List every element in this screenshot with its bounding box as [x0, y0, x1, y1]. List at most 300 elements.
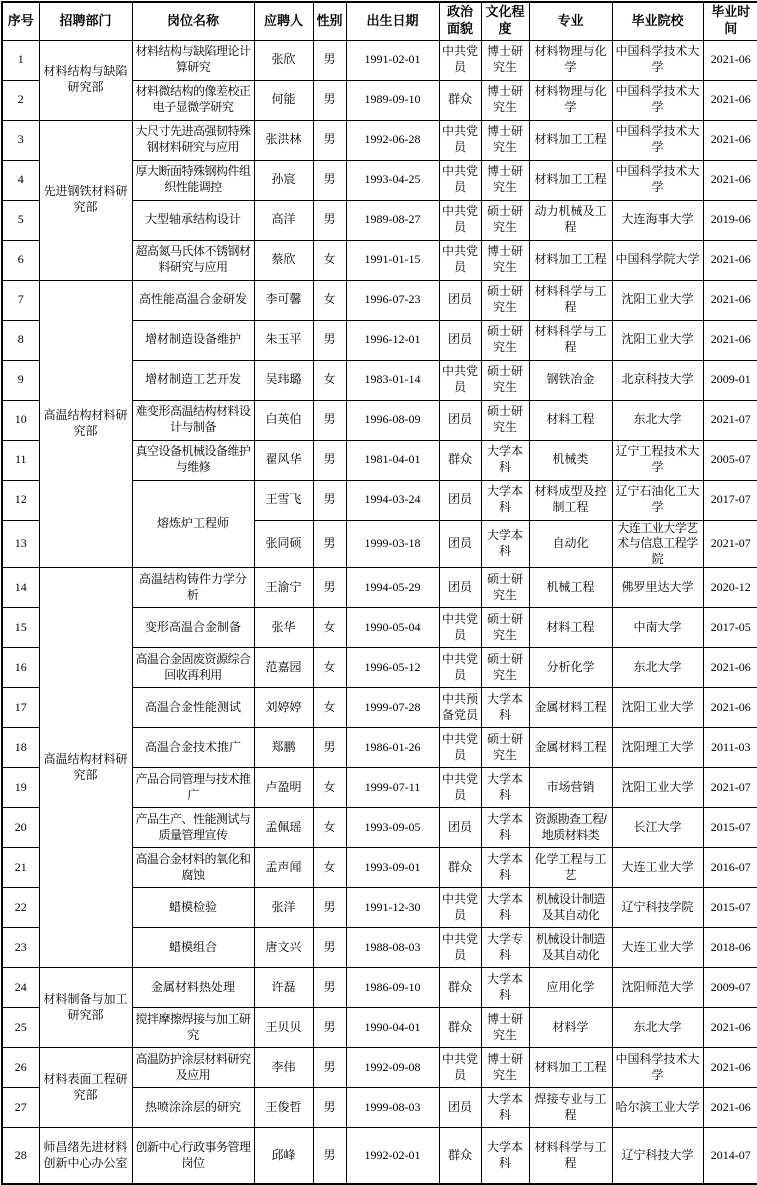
cell-political: 中共党员: [439, 200, 481, 240]
cell-dept: 高温结构材料研究部: [39, 280, 132, 568]
cell-major: 化学工程与工艺: [529, 848, 612, 888]
cell-name: 张洋: [254, 888, 313, 928]
cell-major: 材料工程: [529, 400, 612, 440]
cell-position: 超高氮马氏体不锈钢材料研究与应用: [132, 240, 254, 280]
cell-grad: 2021-06: [703, 320, 757, 360]
cell-name: 孟佩瑶: [254, 808, 313, 848]
cell-birth: 1991-01-15: [346, 240, 439, 280]
cell-no: 3: [2, 120, 39, 160]
cell-political: 中共党员: [439, 120, 481, 160]
cell-major: 材料加工工程: [529, 1048, 612, 1088]
cell-school: 大连工业大学艺术与信息工程学院: [612, 520, 703, 568]
cell-school: 中国科学技术大学: [612, 40, 703, 80]
table-row: [2, 120, 757, 160]
cell-birth: 1992-06-28: [346, 120, 439, 160]
cell-political: 群众: [439, 1008, 481, 1048]
cell-name: 吴玮璐: [254, 360, 313, 400]
cell-gender: 男: [313, 200, 346, 240]
cell-education: 博士研究生: [481, 40, 529, 80]
cell-school: 大连工业大学: [612, 848, 703, 888]
cell-birth: 1993-09-01: [346, 848, 439, 888]
header-cell-dept: 招聘部门: [39, 2, 132, 40]
cell-education: 博士研究生: [481, 1008, 529, 1048]
cell-political: 中共党员: [439, 728, 481, 768]
cell-name: 孙宸: [254, 160, 313, 200]
cell-education: 大学本科: [481, 1088, 529, 1128]
cell-grad: 2005-07: [703, 440, 757, 480]
cell-gender: 男: [313, 520, 346, 568]
cell-birth: 1996-07-23: [346, 280, 439, 320]
cell-name: 郑鹏: [254, 728, 313, 768]
cell-grad: 2021-06: [703, 688, 757, 728]
cell-position: 厚大断面特殊钢构件组织性能调控: [132, 160, 254, 200]
cell-name: 何能: [254, 80, 313, 120]
cell-birth: 1988-08-03: [346, 928, 439, 968]
cell-school: 大连工业大学: [612, 928, 703, 968]
cell-political: 团员: [439, 280, 481, 320]
cell-political: 中共党员: [439, 768, 481, 808]
cell-education: 大学本科: [481, 848, 529, 888]
cell-position: 高温合金性能测试: [132, 688, 254, 728]
cell-political: 团员: [439, 808, 481, 848]
cell-school: 大连海事大学: [612, 200, 703, 240]
cell-birth: 1986-09-10: [346, 968, 439, 1008]
cell-position: 大型轴承结构设计: [132, 200, 254, 240]
cell-grad: 2015-07: [703, 888, 757, 928]
cell-political: 中共党员: [439, 928, 481, 968]
cell-name: 张洪林: [254, 120, 313, 160]
cell-major: 金属材料工程: [529, 728, 612, 768]
cell-position: 熔炼炉工程师: [132, 480, 254, 568]
cell-education: 大学本科: [481, 968, 529, 1008]
header-cell-no: 序号: [2, 2, 39, 40]
cell-major: 材料加工工程: [529, 240, 612, 280]
cell-grad: 2020-12: [703, 568, 757, 608]
cell-position: 增材制造设备维护: [132, 320, 254, 360]
table-row: [2, 968, 757, 1008]
cell-no: 18: [2, 728, 39, 768]
cell-major: 动力机械及工程: [529, 200, 612, 240]
cell-gender: 男: [313, 1088, 346, 1128]
cell-school: 沈阳师范大学: [612, 968, 703, 1008]
cell-political: 团员: [439, 568, 481, 608]
cell-political: 中共党员: [439, 1048, 481, 1088]
cell-education: 大学专科: [481, 928, 529, 968]
cell-name: 唐文兴: [254, 928, 313, 968]
cell-name: 张欣: [254, 40, 313, 80]
cell-political: 团员: [439, 1088, 481, 1128]
cell-education: 博士研究生: [481, 120, 529, 160]
cell-school: 辽宁科技学院: [612, 888, 703, 928]
cell-birth: 1981-04-01: [346, 440, 439, 480]
cell-education: 博士研究生: [481, 240, 529, 280]
cell-school: 沈阳理工大学: [612, 728, 703, 768]
cell-political: 团员: [439, 520, 481, 568]
cell-gender: 女: [313, 608, 346, 648]
cell-grad: 2011-03: [703, 728, 757, 768]
cell-position: 热喷涂涂层的研究: [132, 1088, 254, 1128]
cell-gender: 男: [313, 400, 346, 440]
recruitment-table: [1, 1, 757, 1185]
cell-birth: 1991-02-01: [346, 40, 439, 80]
cell-political: 群众: [439, 1128, 481, 1184]
cell-grad: 2021-06: [703, 80, 757, 120]
cell-position: 高温合金技术推广: [132, 728, 254, 768]
cell-school: 沈阳工业大学: [612, 768, 703, 808]
cell-position: 高温结构铸件力学分析: [132, 568, 254, 608]
cell-gender: 男: [313, 320, 346, 360]
cell-position: 增材制造工艺开发: [132, 360, 254, 400]
cell-no: 9: [2, 360, 39, 400]
cell-position: 难变形高温结构材料设计与制备: [132, 400, 254, 440]
cell-grad: 2009-01: [703, 360, 757, 400]
cell-name: 刘婷婷: [254, 688, 313, 728]
cell-position: 蜡模检验: [132, 888, 254, 928]
cell-gender: 女: [313, 360, 346, 400]
cell-birth: 1996-05-12: [346, 648, 439, 688]
cell-position: 产品生产、性能测试与质量管理宣传: [132, 808, 254, 848]
cell-school: 中国科学技术大学: [612, 160, 703, 200]
cell-name: 范嘉园: [254, 648, 313, 688]
cell-name: 李可馨: [254, 280, 313, 320]
cell-school: 中国科学技术大学: [612, 120, 703, 160]
cell-education: 博士研究生: [481, 80, 529, 120]
cell-no: 28: [2, 1128, 39, 1184]
cell-political: 团员: [439, 480, 481, 520]
cell-no: 5: [2, 200, 39, 240]
cell-name: 李伟: [254, 1048, 313, 1088]
table-header: [2, 2, 757, 40]
header-row: [2, 2, 757, 40]
cell-birth: 1989-08-27: [346, 200, 439, 240]
cell-name: 白英伯: [254, 400, 313, 440]
cell-school: 东北大学: [612, 400, 703, 440]
cell-education: 大学本科: [481, 480, 529, 520]
cell-dept: 师昌绪先进材料创新中心办公室: [39, 1128, 132, 1184]
cell-political: 中共党员: [439, 888, 481, 928]
cell-no: 2: [2, 80, 39, 120]
header-cell-grad: 毕业时间: [703, 2, 757, 40]
cell-gender: 男: [313, 120, 346, 160]
cell-major: 材料学: [529, 1008, 612, 1048]
cell-position: 金属材料热处理: [132, 968, 254, 1008]
header-cell-education: 文化程度: [481, 2, 529, 40]
cell-no: 6: [2, 240, 39, 280]
cell-birth: 1993-04-25: [346, 160, 439, 200]
cell-political: 群众: [439, 80, 481, 120]
cell-major: 机械类: [529, 440, 612, 480]
cell-gender: 女: [313, 808, 346, 848]
cell-education: 大学本科: [481, 808, 529, 848]
cell-position: 真空设备机械设备维护与维修: [132, 440, 254, 480]
cell-birth: 1989-09-10: [346, 80, 439, 120]
cell-major: 焊接专业与工程: [529, 1088, 612, 1128]
cell-school: 中南大学: [612, 608, 703, 648]
cell-political: 群众: [439, 968, 481, 1008]
cell-major: 材料工程: [529, 608, 612, 648]
cell-major: 材料科学与工程: [529, 320, 612, 360]
cell-position: 材料微结构的像差校正电子显微学研究: [132, 80, 254, 120]
cell-major: 材料科学与工程: [529, 1128, 612, 1184]
cell-no: 15: [2, 608, 39, 648]
cell-political: 中共党员: [439, 648, 481, 688]
cell-gender: 男: [313, 888, 346, 928]
header-cell-gender: 性别: [313, 2, 346, 40]
cell-education: 博士研究生: [481, 1048, 529, 1088]
cell-no: 14: [2, 568, 39, 608]
cell-education: 大学本科: [481, 520, 529, 568]
cell-grad: 2021-07: [703, 768, 757, 808]
cell-major: 金属材料工程: [529, 688, 612, 728]
cell-political: 中共党员: [439, 608, 481, 648]
cell-name: 张同硕: [254, 520, 313, 568]
cell-major: 材料加工工程: [529, 120, 612, 160]
table-row: [2, 280, 757, 320]
cell-major: 材料科学与工程: [529, 280, 612, 320]
cell-birth: 1994-03-24: [346, 480, 439, 520]
cell-name: 王渝宁: [254, 568, 313, 608]
cell-major: 市场营销: [529, 768, 612, 808]
cell-school: 哈尔滨工业大学: [612, 1088, 703, 1128]
cell-birth: 1996-08-09: [346, 400, 439, 440]
cell-birth: 1996-12-01: [346, 320, 439, 360]
cell-position: 高温合金材料的氧化和腐蚀: [132, 848, 254, 888]
cell-gender: 男: [313, 160, 346, 200]
table-row: [2, 568, 757, 608]
cell-gender: 女: [313, 688, 346, 728]
cell-school: 中国科学技术大学: [612, 80, 703, 120]
cell-birth: 1992-02-01: [346, 1128, 439, 1184]
cell-dept: 高温结构材料研究部: [39, 568, 132, 968]
table-body: [2, 40, 757, 1184]
cell-gender: 男: [313, 568, 346, 608]
cell-gender: 女: [313, 240, 346, 280]
cell-grad: 2021-06: [703, 120, 757, 160]
cell-birth: 1994-05-29: [346, 568, 439, 608]
cell-birth: 1990-04-01: [346, 1008, 439, 1048]
cell-school: 佛罗里达大学: [612, 568, 703, 608]
cell-no: 8: [2, 320, 39, 360]
cell-no: 13: [2, 520, 39, 568]
cell-no: 4: [2, 160, 39, 200]
cell-political: 团员: [439, 400, 481, 440]
cell-major: 材料加工工程: [529, 160, 612, 200]
cell-education: 大学本科: [481, 888, 529, 928]
cell-name: 蔡欣: [254, 240, 313, 280]
cell-position: 高温防护涂层材料研究及应用: [132, 1048, 254, 1088]
cell-grad: 2021-06: [703, 648, 757, 688]
cell-school: 长江大学: [612, 808, 703, 848]
cell-major: 机械设计制造及其自动化: [529, 888, 612, 928]
cell-grad: 2021-06: [703, 1008, 757, 1048]
cell-major: 资源勘查工程/地质材料类: [529, 808, 612, 848]
cell-school: 沈阳工业大学: [612, 320, 703, 360]
cell-gender: 男: [313, 728, 346, 768]
cell-birth: 1999-08-03: [346, 1088, 439, 1128]
header-cell-name: 应聘人: [254, 2, 313, 40]
cell-political: 中共党员: [439, 360, 481, 400]
header-cell-major: 专业: [529, 2, 612, 40]
cell-gender: 女: [313, 768, 346, 808]
cell-school: 中国科学院大学: [612, 240, 703, 280]
cell-grad: 2015-07: [703, 808, 757, 848]
cell-grad: 2018-06: [703, 928, 757, 968]
cell-gender: 男: [313, 968, 346, 1008]
cell-birth: 1999-07-28: [346, 688, 439, 728]
cell-grad: 2016-07: [703, 848, 757, 888]
cell-political: 群众: [439, 848, 481, 888]
cell-name: 张华: [254, 608, 313, 648]
cell-school: 东北大学: [612, 648, 703, 688]
cell-birth: 1999-07-11: [346, 768, 439, 808]
cell-gender: 男: [313, 1128, 346, 1184]
cell-grad: 2014-07: [703, 1128, 757, 1184]
cell-education: 硕士研究生: [481, 360, 529, 400]
cell-education: 大学本科: [481, 768, 529, 808]
cell-name: 许磊: [254, 968, 313, 1008]
cell-political: 中共党员: [439, 160, 481, 200]
header-cell-school: 毕业院校: [612, 2, 703, 40]
cell-gender: 男: [313, 80, 346, 120]
cell-grad: 2021-06: [703, 40, 757, 80]
cell-school: 中国科学技术大学: [612, 1048, 703, 1088]
cell-grad: 2019-06: [703, 200, 757, 240]
cell-position: 蜡模组合: [132, 928, 254, 968]
table-row: [2, 40, 757, 80]
cell-grad: 2021-06: [703, 240, 757, 280]
cell-major: 自动化: [529, 520, 612, 568]
cell-position: 创新中心行政事务管理岗位: [132, 1128, 254, 1184]
cell-no: 21: [2, 848, 39, 888]
cell-dept: 材料结构与缺陷研究部: [39, 40, 132, 120]
cell-education: 大学本科: [481, 688, 529, 728]
cell-gender: 女: [313, 848, 346, 888]
cell-major: 材料成型及控制工程: [529, 480, 612, 520]
cell-name: 翟风华: [254, 440, 313, 480]
cell-political: 群众: [439, 440, 481, 480]
cell-no: 19: [2, 768, 39, 808]
cell-education: 硕士研究生: [481, 200, 529, 240]
cell-gender: 男: [313, 440, 346, 480]
cell-position: 变形高温合金制备: [132, 608, 254, 648]
cell-no: 11: [2, 440, 39, 480]
cell-no: 20: [2, 808, 39, 848]
cell-position: 搅拌摩擦焊接与加工研究: [132, 1008, 254, 1048]
cell-grad: 2017-05: [703, 608, 757, 648]
cell-grad: 2021-06: [703, 1048, 757, 1088]
cell-gender: 男: [313, 1008, 346, 1048]
cell-education: 硕士研究生: [481, 648, 529, 688]
cell-school: 北京科技大学: [612, 360, 703, 400]
cell-grad: 2021-06: [703, 1088, 757, 1128]
cell-no: 27: [2, 1088, 39, 1128]
table-row: [2, 1048, 757, 1088]
cell-grad: 2017-07: [703, 480, 757, 520]
cell-political: 团员: [439, 320, 481, 360]
cell-birth: 1983-01-14: [346, 360, 439, 400]
cell-birth: 1986-01-26: [346, 728, 439, 768]
cell-political: 中共党员: [439, 40, 481, 80]
cell-birth: 1991-12-30: [346, 888, 439, 928]
cell-no: 25: [2, 1008, 39, 1048]
cell-gender: 男: [313, 1048, 346, 1088]
cell-major: 材料物理与化学: [529, 80, 612, 120]
cell-birth: 1992-09-08: [346, 1048, 439, 1088]
cell-position: 高温合金固废资源综合回收再利用: [132, 648, 254, 688]
cell-education: 硕士研究生: [481, 568, 529, 608]
cell-education: 大学本科: [481, 1128, 529, 1184]
cell-education: 硕士研究生: [481, 400, 529, 440]
cell-position: 大尺寸先进高强韧特殊钢材料研究与应用: [132, 120, 254, 160]
header-cell-political: 政治面貌: [439, 2, 481, 40]
cell-education: 硕士研究生: [481, 608, 529, 648]
cell-education: 博士研究生: [481, 160, 529, 200]
cell-name: 王雪飞: [254, 480, 313, 520]
cell-education: 硕士研究生: [481, 320, 529, 360]
cell-major: 钢铁冶金: [529, 360, 612, 400]
cell-grad: 2021-06: [703, 280, 757, 320]
cell-birth: 1993-09-05: [346, 808, 439, 848]
cell-gender: 女: [313, 648, 346, 688]
cell-name: 高洋: [254, 200, 313, 240]
cell-grad: 2021-07: [703, 520, 757, 568]
cell-education: 硕士研究生: [481, 280, 529, 320]
cell-no: 17: [2, 688, 39, 728]
cell-dept: 先进钢铁材料研究部: [39, 120, 132, 280]
cell-name: 卢盈明: [254, 768, 313, 808]
cell-grad: 2021-06: [703, 160, 757, 200]
cell-name: 孟声闻: [254, 848, 313, 888]
cell-grad: 2021-07: [703, 400, 757, 440]
cell-no: 16: [2, 648, 39, 688]
cell-school: 辽宁石油化工大学: [612, 480, 703, 520]
cell-gender: 男: [313, 480, 346, 520]
cell-education: 硕士研究生: [481, 728, 529, 768]
cell-no: 24: [2, 968, 39, 1008]
cell-dept: 材料表面工程研究部: [39, 1048, 132, 1128]
cell-position: 材料结构与缺陷理论计算研究: [132, 40, 254, 80]
cell-political: 中共党员: [439, 240, 481, 280]
cell-school: 东北大学: [612, 1008, 703, 1048]
cell-education: 大学本科: [481, 440, 529, 480]
cell-dept: 材料制备与加工研究部: [39, 968, 132, 1048]
header-cell-birth: 出生日期: [346, 2, 439, 40]
cell-no: 23: [2, 928, 39, 968]
cell-school: 辽宁工程技术大学: [612, 440, 703, 480]
cell-no: 10: [2, 400, 39, 440]
cell-no: 7: [2, 280, 39, 320]
cell-political: 中共预备党员: [439, 688, 481, 728]
cell-major: 机械工程: [529, 568, 612, 608]
header-cell-position: 岗位名称: [132, 2, 254, 40]
cell-position: 产品合同管理与技术推广: [132, 768, 254, 808]
cell-grad: 2009-07: [703, 968, 757, 1008]
cell-school: 辽宁科技大学: [612, 1128, 703, 1184]
cell-no: 22: [2, 888, 39, 928]
cell-major: 材料物理与化学: [529, 40, 612, 80]
cell-major: 分析化学: [529, 648, 612, 688]
cell-birth: 1999-03-18: [346, 520, 439, 568]
cell-position: 高性能高温合金研发: [132, 280, 254, 320]
cell-school: 沈阳工业大学: [612, 688, 703, 728]
cell-gender: 女: [313, 280, 346, 320]
cell-gender: 男: [313, 928, 346, 968]
cell-name: 王俊哲: [254, 1088, 313, 1128]
cell-major: 应用化学: [529, 968, 612, 1008]
cell-school: 沈阳工业大学: [612, 280, 703, 320]
cell-gender: 男: [313, 40, 346, 80]
cell-major: 机械设计制造及其自动化: [529, 928, 612, 968]
